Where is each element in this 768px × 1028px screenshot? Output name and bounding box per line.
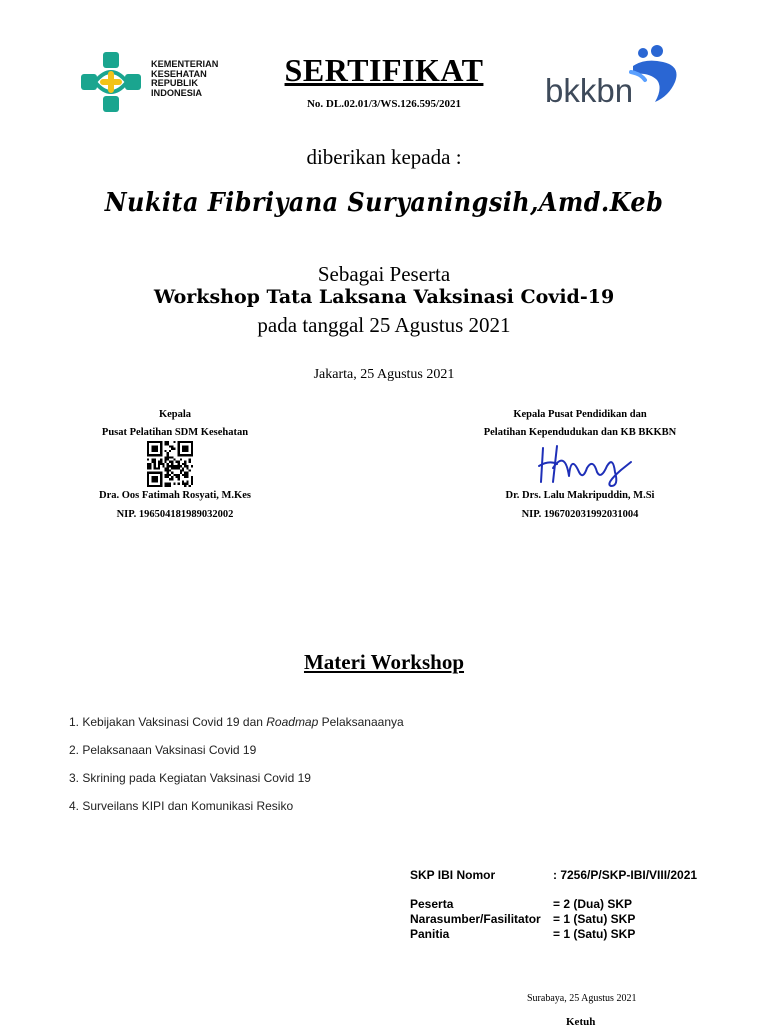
footer-role: Ketuh [566,1016,596,1028]
right-role-line1: Kepala Pusat Pendidikan dan [513,409,647,420]
left-role-line2: Pusat Pelatihan SDM Kesehatan [101,427,249,438]
given-to-label: diberikan kepada : [306,145,462,169]
skp-number-label: SKP IBI Nomor [410,868,496,882]
left-role-line1: Kepala [158,409,192,420]
left-signatory-role [80,406,270,442]
skp-peserta-row [410,897,740,913]
skp-narasumber-row [410,912,740,928]
skp-panitia-label: Panitia [410,927,450,941]
skp-narasumber-label: Narasumber/Fasilitator [410,912,541,926]
recipient-name: Nukita Fibriyana Suryaningsih,Amd.Keb [104,188,664,218]
list-item: 2. Pelaksanaan Vaksinasi Covid 19 [69,743,257,757]
handwritten-signature-icon [535,442,635,488]
skp-peserta-value: = 2 (Dua) SKP [553,897,633,911]
list-item: 4. Surveilans KIPI dan Komunikasi Resiko [69,799,294,813]
list-item: 1. Kebijakan Vaksinasi Covid 19 dan Roadmap Pelaksanaanya [69,715,404,729]
event-date: pada tanggal 25 Agustus 2021 [257,313,511,337]
skp-narasumber-value: = 1 (Satu) SKP [553,912,636,926]
footer-place-date: Surabaya, 25 Agustus 2021 [527,993,637,1004]
qr-code-icon [147,441,193,487]
kemenkes-line: INDONESIA [151,87,203,98]
kemenkes-line: KESEHATAN [151,68,207,79]
skp-number-value: : 7256/P/SKP-IBI/VIII/2021 [553,868,698,882]
right-signatory-name: Dr. Drs. Lalu Makripuddin, M.Si [505,490,655,501]
right-signatory-role [460,406,700,442]
list-item: 3. Skrining pada Kegiatan Vaksinasi Covid 19 [69,771,311,785]
certificate-number: No. DL.02.01/3/WS.126.595/2021 [306,98,461,110]
skp-panitia-row [410,927,740,943]
issue-place-date: Jakarta, 25 Agustus 2021 [313,367,455,382]
participant-label: Sebagai Peserta [317,262,451,286]
kemenkes-line: KEMENTERIAN [151,59,219,69]
right-signatory-nip: NIP. 196702031992031004 [521,509,639,520]
materi-list [69,712,404,824]
skp-peserta-label: Peserta [410,897,454,911]
kemenkes-line: REPUBLIK [151,78,198,89]
certificate-title: SERTIFIKAT [284,52,484,88]
left-signatory-nip: NIP. 196504181989032002 [116,509,234,520]
materi-title: Materi Workshop [303,650,465,674]
workshop-name: Workshop Tata Laksana Vaksinasi Covid-19 [153,286,615,308]
left-signatory-name: Dra. Oos Fatimah Rosyati, M.Kes [99,490,251,501]
right-role-line2: Pelatihan Kependudukan dan KB BKKBN [483,427,677,438]
skp-panitia-value: = 1 (Satu) SKP [553,927,636,941]
bkkbn-wordmark: bkkbn [545,72,634,108]
skp-number-row [410,868,740,884]
